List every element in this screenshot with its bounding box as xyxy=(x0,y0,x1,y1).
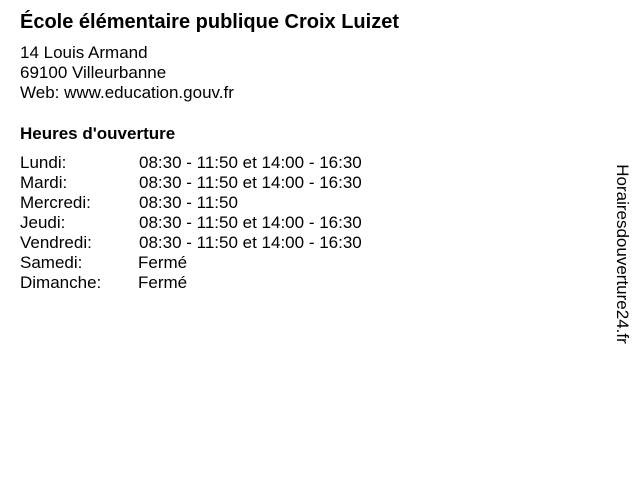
day-label: Vendredi: xyxy=(20,233,92,252)
site-watermark: Horairesdouverture24.fr xyxy=(613,164,632,344)
day-label: Mercredi: xyxy=(20,193,91,212)
hours-value: 08:30 - 11:50 et 14:00 - 16:30 xyxy=(139,233,362,252)
hours-value: Fermé xyxy=(138,273,188,292)
hours-value: 08:30 - 11:50 et 14:00 - 16:30 xyxy=(139,213,362,232)
day-label: Jeudi: xyxy=(20,213,66,232)
address-block xyxy=(20,43,234,103)
website-text: Web: www.education.gouv.fr xyxy=(20,83,234,102)
hours-value: 08:30 - 11:50 xyxy=(139,193,238,212)
day-label: Dimanche: xyxy=(20,273,102,292)
day-label: Lundi: xyxy=(20,153,67,172)
day-label: Mardi: xyxy=(20,173,68,192)
hours-value: 08:30 - 11:50 et 14:00 - 16:30 xyxy=(139,173,362,192)
day-label: Samedi: xyxy=(20,253,83,272)
street-address: 14 Louis Armand xyxy=(20,43,148,62)
city-postcode: 69100 Villeurbanne xyxy=(20,63,167,82)
page-title: École élémentaire publique Croix Luizet xyxy=(20,11,399,33)
opening-hours-heading: Heures d'ouverture xyxy=(20,124,176,143)
hours-value: Fermé xyxy=(138,253,188,272)
hours-value: 08:30 - 11:50 et 14:00 - 16:30 xyxy=(139,153,362,172)
